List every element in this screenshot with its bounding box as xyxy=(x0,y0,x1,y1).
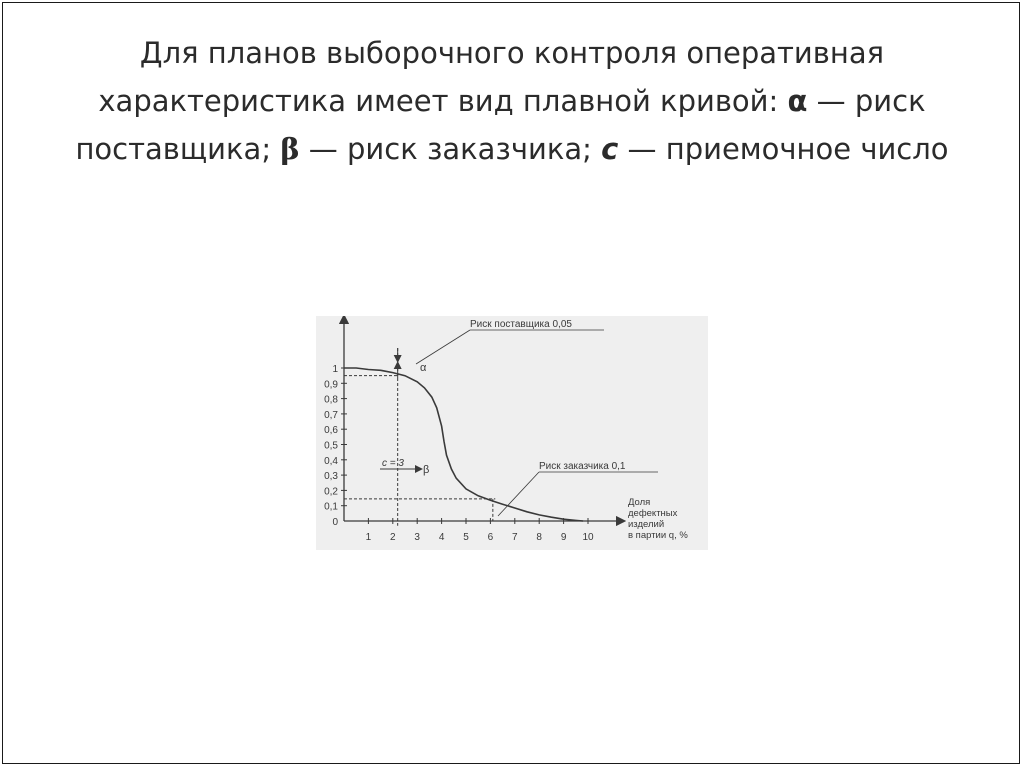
supplier-risk-label: Риск поставщика 0,05 xyxy=(470,319,572,330)
title-text-2: — риск поставщика; xyxy=(75,84,926,166)
y-tick-label: 0,6 xyxy=(324,425,338,437)
x-tick-label: 2 xyxy=(390,532,396,543)
oc-curve xyxy=(344,368,583,521)
x-axis-title-line: изделий xyxy=(628,519,665,530)
x-axis-title-line: Доля xyxy=(628,497,651,508)
c-symbol: c xyxy=(601,132,619,166)
beta-label: β xyxy=(423,464,430,476)
y-tick-label: 0,3 xyxy=(324,471,338,483)
x-tick-label: 7 xyxy=(512,532,518,543)
x-tick-label: 1 xyxy=(365,532,372,543)
supplier-risk-leader xyxy=(416,330,470,364)
acceptance-number-label: c = 3 xyxy=(382,458,404,469)
beta-symbol: β xyxy=(280,132,300,166)
y-tick-label: 0,4 xyxy=(324,455,338,467)
x-tick-label: 9 xyxy=(560,532,567,543)
title-text-1: Для планов выборочного контроля оперативная характеристика имеет вид плавной кривой: xyxy=(98,36,885,118)
y-tick-label: 1 xyxy=(332,364,338,375)
oc-chart xyxy=(316,316,708,550)
alpha-label: α xyxy=(420,362,427,374)
x-tick-label: 3 xyxy=(414,532,420,543)
y-tick-label: 0,5 xyxy=(324,440,338,452)
x-axis-title-line: в партии q, % xyxy=(628,530,688,541)
slide-title xyxy=(20,29,1004,173)
oc-chart-figure xyxy=(316,316,708,550)
y-tick-label: 0 xyxy=(332,517,338,528)
y-tick-label: 0,8 xyxy=(324,394,338,406)
customer-risk-label: Риск заказчика 0,1 xyxy=(539,461,626,472)
y-tick-label: 0,1 xyxy=(324,501,338,513)
y-tick-label: 0,7 xyxy=(324,409,338,421)
title-text-4: — приемочное число xyxy=(618,132,949,166)
title-text-3: — риск заказчика; xyxy=(299,132,602,166)
x-tick-label: 4 xyxy=(438,532,445,543)
alpha-symbol: α xyxy=(787,84,808,118)
x-tick-label: 8 xyxy=(536,532,542,543)
y-tick-label: 0,9 xyxy=(324,379,338,391)
x-tick-label: 10 xyxy=(582,532,594,543)
x-tick-label: 6 xyxy=(487,532,494,543)
x-tick-label: 5 xyxy=(463,532,469,543)
y-tick-label: 0,2 xyxy=(324,486,338,498)
x-axis-title-line: дефектных xyxy=(628,508,678,519)
